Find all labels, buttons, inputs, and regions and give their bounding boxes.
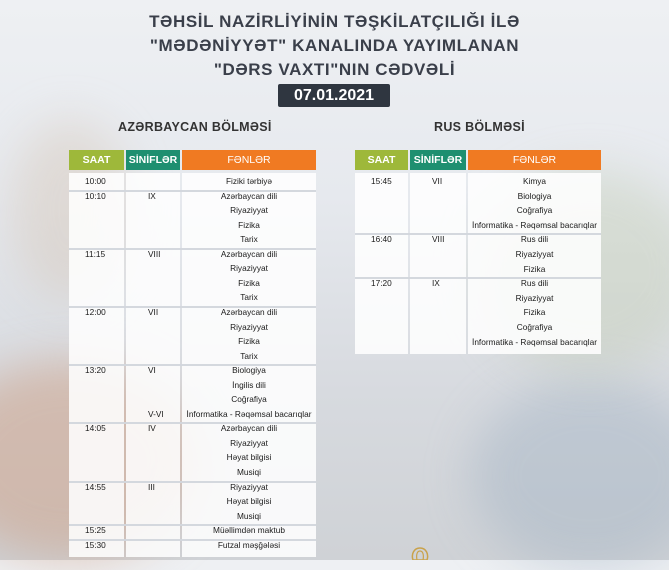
subject-cell: Azərbaycan dili bbox=[220, 248, 278, 259]
subject-cell: İngilis dili bbox=[232, 379, 266, 390]
time-cell: 11:15 bbox=[85, 248, 106, 259]
subject-cell: Coğrafiya bbox=[231, 394, 267, 405]
time-cell: 15:45 bbox=[371, 176, 392, 186]
subject-cell: Fizika bbox=[238, 277, 260, 288]
headline-line-3: "DƏRS VAXTI"NIN CƏDVƏLİ bbox=[213, 60, 456, 79]
time-cell: 15:25 bbox=[85, 525, 106, 536]
class-cell: IV bbox=[148, 423, 156, 434]
header-sinifler: SİNİFLƏR bbox=[126, 150, 180, 170]
subject-cell: Müəllimdən maktub bbox=[213, 525, 285, 536]
class-cell: VIII bbox=[148, 248, 161, 259]
header-fenler: FƏNLƏR bbox=[182, 150, 316, 170]
class-cell: IX bbox=[148, 190, 156, 201]
subject-cell: Coğrafiya bbox=[516, 322, 553, 332]
time-cell: 16:40 bbox=[371, 234, 392, 245]
subject-cell: Tarix bbox=[240, 234, 258, 245]
subject-cell: Riyaziyyat bbox=[230, 481, 268, 492]
time-cell: 15:30 bbox=[85, 539, 106, 550]
subject-cell: Musiqi bbox=[237, 510, 261, 521]
subject-cell: Riyaziyyat bbox=[230, 321, 268, 332]
subject-cell: Tarix bbox=[240, 292, 258, 303]
time-cell: 14:55 bbox=[85, 481, 106, 492]
headline-line-1: TƏHSİL NAZİRLİYİNİN TƏŞKİLATÇILIĞI İLƏ bbox=[149, 12, 520, 31]
subject-cell: Fizika bbox=[523, 307, 546, 318]
time-cell: 10:10 bbox=[85, 190, 106, 201]
class-cell: IX bbox=[432, 278, 440, 289]
subject-cell: İnformatika - Rəqəmsal bacarıqlar bbox=[186, 408, 312, 419]
class-cell: V-VI bbox=[148, 408, 164, 419]
ministry-logo bbox=[404, 546, 436, 560]
class-cell: VIII bbox=[432, 234, 445, 245]
az-section-title: AZƏRBAYCAN BÖLMƏSİ bbox=[118, 120, 272, 134]
subject-cell: İnformatika - Rəqəmsal bacarıqlar bbox=[472, 219, 597, 230]
subject-cell: Həyat bilgisi bbox=[226, 496, 272, 507]
column-saat bbox=[355, 173, 408, 354]
time-cell: 13:20 bbox=[85, 365, 106, 376]
subject-cell: Coğrafiya bbox=[516, 205, 553, 216]
subject-cell: Tarix bbox=[240, 350, 258, 361]
time-cell: 17:20 bbox=[371, 278, 392, 289]
subject-cell: Azərbaycan dili bbox=[220, 423, 278, 434]
header-sinifler: SİNİFLƏR bbox=[410, 150, 466, 170]
time-cell: 12:00 bbox=[85, 306, 106, 317]
header-fenler: FƏNLƏR bbox=[468, 150, 601, 170]
subject-cell: Riyaziyyat bbox=[515, 249, 554, 259]
header-saat: SAAT bbox=[69, 150, 124, 170]
subject-cell: Azərbaycan dili bbox=[220, 306, 278, 317]
subject-cell: Biologiya bbox=[517, 190, 552, 201]
subject-cell: Riyaziyyat bbox=[515, 292, 554, 303]
subject-cell: Fiziki tərbiyə bbox=[225, 176, 273, 186]
date-badge: 07.01.2021 bbox=[278, 84, 390, 107]
class-cell: VII bbox=[148, 306, 159, 317]
subject-cell: Fizika bbox=[238, 336, 260, 347]
headline-line-2: "MƏDƏNİYYƏT" KANALINDA YAYIMLANAN bbox=[149, 36, 520, 55]
time-cell: 14:05 bbox=[85, 423, 106, 434]
subject-cell: Riyaziyyat bbox=[230, 263, 268, 274]
subject-cell: Kimya bbox=[522, 176, 547, 186]
subject-cell: Rus dili bbox=[520, 278, 549, 289]
subject-cell: Riyaziyyat bbox=[230, 205, 268, 216]
subject-cell: Rus dili bbox=[520, 234, 549, 245]
subject-cell: Biologiya bbox=[232, 365, 266, 376]
subject-cell: Fizika bbox=[238, 219, 260, 230]
column-sinifler bbox=[410, 173, 466, 354]
background-blur bbox=[470, 380, 669, 570]
subject-cell: Futzal məşğələsi bbox=[217, 539, 281, 550]
time-cell: 10:00 bbox=[85, 176, 106, 186]
class-cell: VI bbox=[148, 365, 156, 376]
header-saat: SAAT bbox=[355, 150, 408, 170]
subject-cell: Həyat bilgisi bbox=[226, 452, 272, 463]
subject-cell: Riyaziyyat bbox=[230, 437, 268, 448]
ru-section-title: RUS BÖLMƏSİ bbox=[434, 120, 525, 134]
subject-cell: Musiqi bbox=[237, 467, 261, 477]
subject-cell: Fizika bbox=[523, 263, 546, 274]
class-cell: VII bbox=[432, 176, 443, 186]
subject-cell: Azərbaycan dili bbox=[220, 190, 278, 201]
class-cell: III bbox=[148, 481, 155, 492]
subject-cell: İnformatika - Rəqəmsal bacarıqlar bbox=[472, 336, 597, 347]
